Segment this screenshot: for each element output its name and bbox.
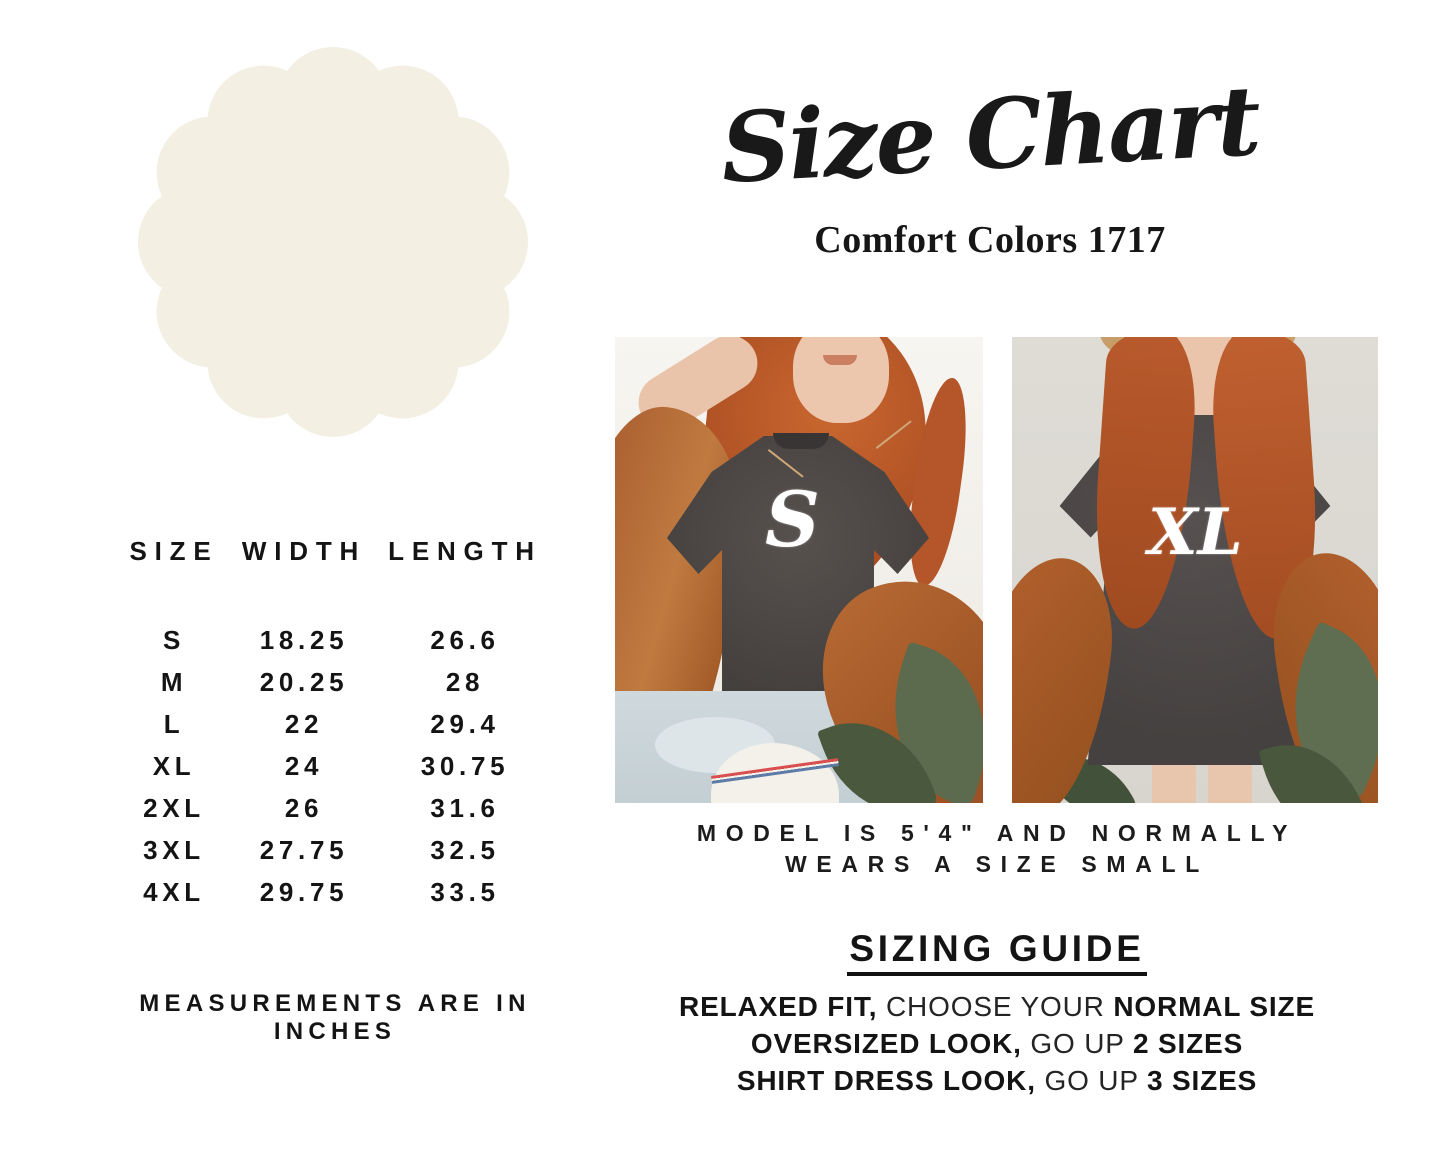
table-row	[120, 871, 550, 913]
shirt-size-label-s: S	[765, 475, 820, 564]
table-cell: 22	[284, 708, 324, 739]
sizing-guide-line	[613, 988, 1381, 1025]
table-cell: 4XL	[143, 876, 205, 907]
sizing-guide-segment: 3 SIZES	[1147, 1065, 1258, 1096]
table-row	[120, 829, 550, 871]
table-cell: L	[163, 708, 185, 739]
table-cell: 29.4	[430, 708, 500, 739]
column-header-width: WIDTH	[241, 536, 367, 566]
table-cell: 31.6	[430, 792, 500, 823]
tshirt-collar	[773, 433, 829, 449]
page-subtitle: Comfort Colors 1717	[814, 219, 1166, 261]
measurements-note: MEASUREMENTS ARE IN INCHES	[139, 990, 531, 1045]
sizing-guide-line	[613, 1025, 1381, 1062]
model-caption-line1: MODEL IS 5'4" AND NORMALLY	[696, 820, 1298, 846]
sizing-guide-segment: SHIRT DRESS LOOK,	[736, 1065, 1036, 1096]
table-cell: 26.6	[430, 624, 500, 655]
table-row	[120, 703, 550, 745]
table-cell: XL	[152, 750, 196, 781]
model-photo-size-s	[615, 337, 983, 803]
shirt-size-label-xl: XL	[1148, 495, 1243, 570]
sizing-guide-heading: SIZING GUIDE	[847, 928, 1146, 976]
table-cell: S	[162, 624, 186, 655]
table-cell: 32.5	[430, 834, 500, 865]
column-header-length: LENGTH	[388, 536, 542, 566]
sizing-guide-lines	[613, 988, 1381, 1099]
size-table-body	[120, 619, 550, 913]
sizing-guide-line	[613, 1062, 1381, 1099]
sizing-guide-segment: GO UP	[1035, 1065, 1147, 1096]
table-cell: 28	[445, 666, 485, 697]
table-cell: 27.75	[259, 834, 349, 865]
table-row	[120, 619, 550, 661]
sizing-guide-segment: NORMAL SIZE	[1113, 991, 1315, 1022]
table-row	[120, 745, 550, 787]
table-cell: 24	[284, 750, 324, 781]
sizing-guide-segment: OVERSIZED LOOK,	[750, 1028, 1022, 1059]
table-row	[120, 787, 550, 829]
table-cell: 33.5	[430, 876, 500, 907]
table-cell: 2XL	[143, 792, 205, 823]
table-cell: 3XL	[143, 834, 205, 865]
table-cell: 18.25	[259, 624, 349, 655]
page-title: Size Chart	[718, 63, 1262, 206]
sizing-guide-segment: CHOOSE YOUR	[877, 991, 1114, 1022]
size-table-header-row	[120, 536, 550, 567]
table-cell: 29.75	[259, 876, 349, 907]
table-cell: M	[160, 666, 188, 697]
sizing-guide-segment: GO UP	[1021, 1028, 1133, 1059]
table-cell: 26	[284, 792, 324, 823]
size-table	[120, 536, 550, 913]
table-cell: 30.75	[420, 750, 510, 781]
model-smile	[823, 355, 857, 365]
header	[600, 60, 1380, 262]
sizing-guide-segment: RELAXED FIT,	[679, 991, 878, 1022]
model-caption-line2: WEARS A SIZE SMALL	[785, 851, 1209, 877]
table-row	[120, 661, 550, 703]
model-caption	[613, 818, 1381, 880]
sizing-guide-segment: 2 SIZES	[1132, 1028, 1244, 1059]
column-header-size: SIZE	[129, 536, 219, 566]
model-face	[793, 337, 889, 423]
model-photo-size-xl	[1012, 337, 1378, 803]
sizing-guide	[613, 928, 1381, 1099]
table-cell: 20.25	[259, 666, 349, 697]
